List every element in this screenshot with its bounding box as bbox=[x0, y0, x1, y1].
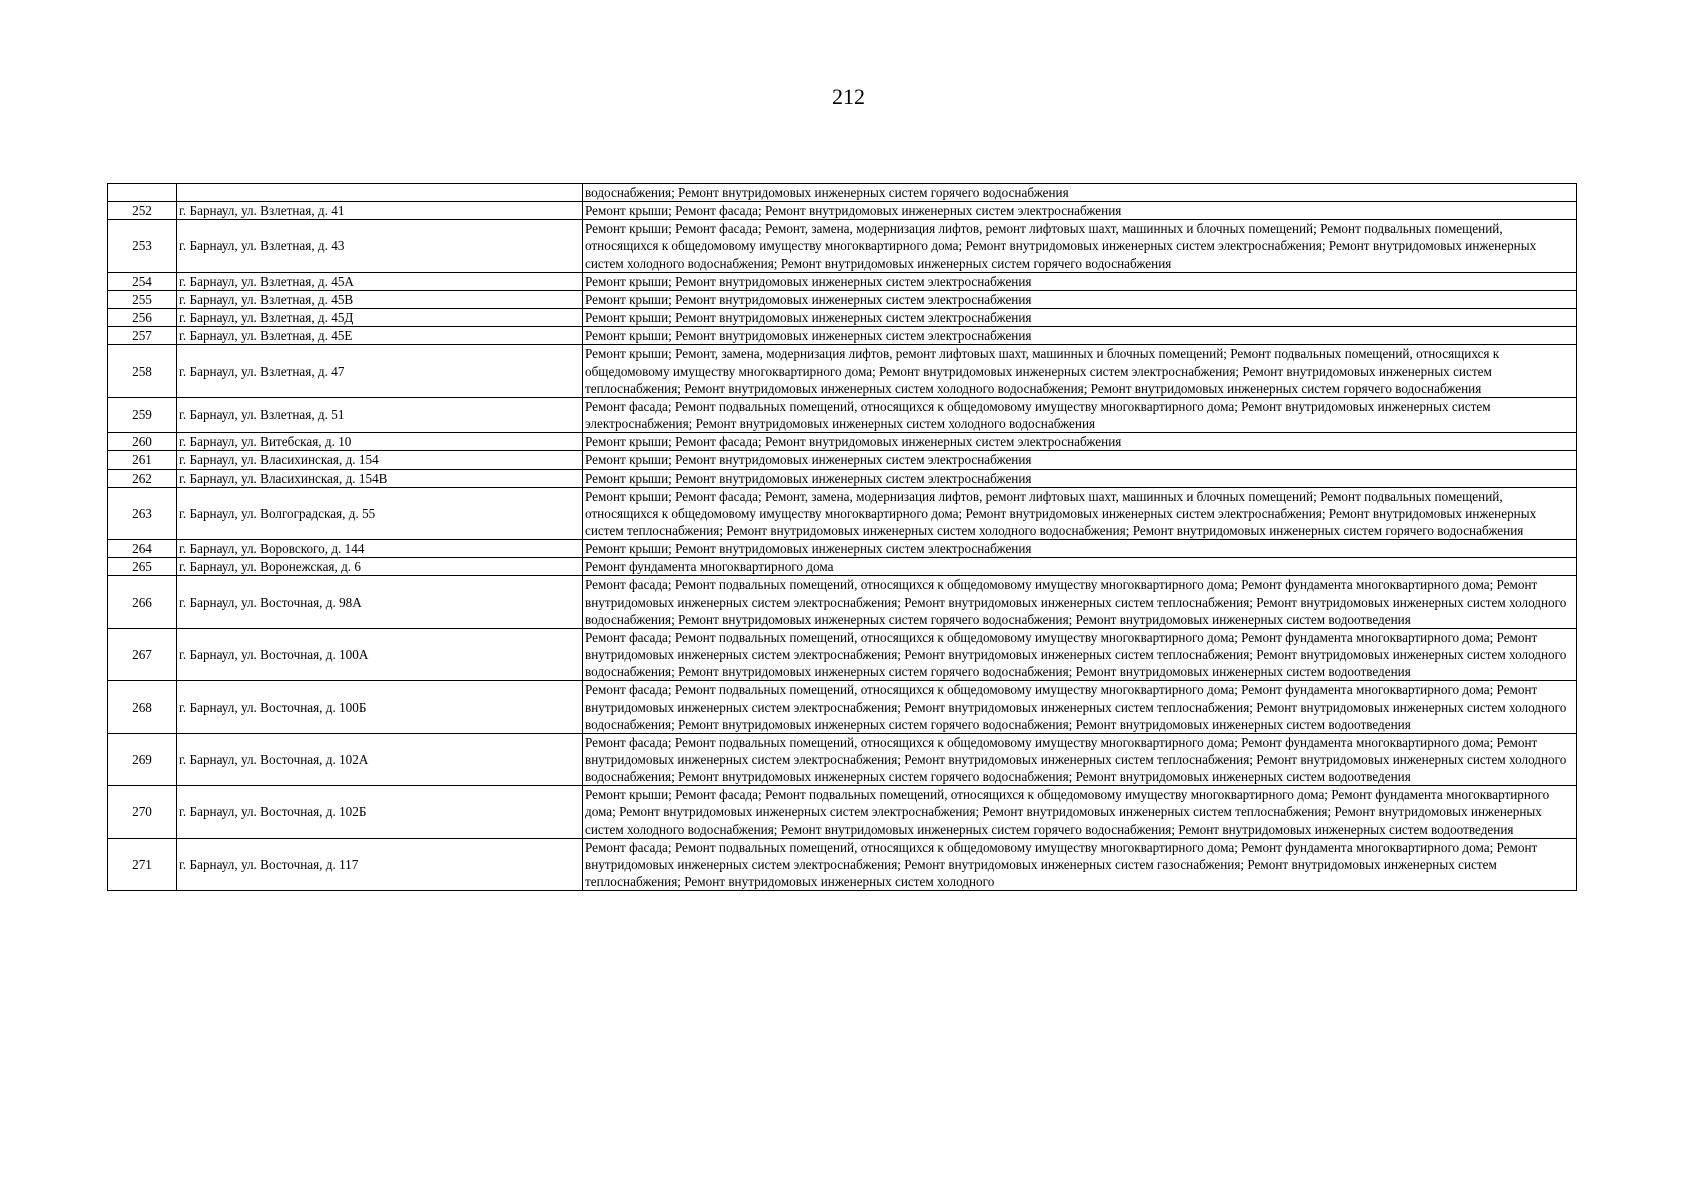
table-row bbox=[108, 451, 1577, 469]
table-row bbox=[108, 681, 1577, 733]
address-cell: г. Барнаул, ул. Взлетная, д. 41 bbox=[177, 202, 583, 220]
works-cell: Ремонт фасада; Ремонт подвальных помещений, относящихся к общедомовому имуществу многоквартирного дома; Ремонт фундамента многоквартирного дома; Ремонт внутридомовых инженерных систем электроснабжения; Ремонт внутридомовых инженерных систем теплоснабжения; Ремонт внутридомовых инженерных систем холодного водоснабжения; Ремонт внутридомовых инженерных систем горячего водоснабжения; Ремонт внутридомовых инженерных систем водоотведения bbox=[583, 628, 1577, 680]
address-cell: г. Барнаул, ул. Взлетная, д. 43 bbox=[177, 220, 583, 272]
address-cell bbox=[177, 184, 583, 202]
address-cell: г. Барнаул, ул. Власихинская, д. 154 bbox=[177, 451, 583, 469]
table-row bbox=[108, 272, 1577, 290]
works-cell: Ремонт крыши; Ремонт фасада; Ремонт внутридомовых инженерных систем электроснабжения bbox=[583, 202, 1577, 220]
works-cell: Ремонт крыши; Ремонт фасада; Ремонт, замена, модернизация лифтов, ремонт лифтовых шахт, машинных и блочных помещений; Ремонт подвальных помещений, относящихся к общедомовому имуществу многоквартирного дома; Ремонт внутридомовых инженерных систем электроснабжения; Ремонт внутридомовых инженерных систем теплоснабжения; Ремонт внутридомовых инженерных систем холодного водоснабжения; Ремонт внутридомовых инженерных систем горячего водоснабжения bbox=[583, 487, 1577, 539]
row-number-cell: 252 bbox=[108, 202, 177, 220]
works-cell: Ремонт крыши; Ремонт внутридомовых инженерных систем электроснабжения bbox=[583, 327, 1577, 345]
address-cell: г. Барнаул, ул. Воровского, д. 144 bbox=[177, 540, 583, 558]
table-row bbox=[108, 487, 1577, 539]
works-cell: Ремонт фундамента многоквартирного дома bbox=[583, 558, 1577, 576]
works-cell: Ремонт фасада; Ремонт подвальных помещений, относящихся к общедомовому имуществу многоквартирного дома; Ремонт фундамента многоквартирного дома; Ремонт внутридомовых инженерных систем электроснабжения; Ремонт внутридомовых инженерных систем теплоснабжения; Ремонт внутридомовых инженерных систем холодного водоснабжения; Ремонт внутридомовых инженерных систем горячего водоснабжения; Ремонт внутридомовых инженерных систем водоотведения bbox=[583, 733, 1577, 785]
works-cell: водоснабжения; Ремонт внутридомовых инженерных систем горячего водоснабжения bbox=[583, 184, 1577, 202]
address-cell: г. Барнаул, ул. Восточная, д. 100Б bbox=[177, 681, 583, 733]
row-number-cell: 266 bbox=[108, 576, 177, 628]
address-cell: г. Барнаул, ул. Взлетная, д. 45Е bbox=[177, 327, 583, 345]
address-cell: г. Барнаул, ул. Власихинская, д. 154В bbox=[177, 469, 583, 487]
row-number-cell: 264 bbox=[108, 540, 177, 558]
address-cell: г. Барнаул, ул. Восточная, д. 117 bbox=[177, 838, 583, 890]
address-cell: г. Барнаул, ул. Восточная, д. 98А bbox=[177, 576, 583, 628]
row-number-cell bbox=[108, 184, 177, 202]
works-cell: Ремонт крыши; Ремонт фасада; Ремонт внутридомовых инженерных систем электроснабжения bbox=[583, 433, 1577, 451]
address-cell: г. Барнаул, ул. Взлетная, д. 47 bbox=[177, 345, 583, 397]
table-row bbox=[108, 576, 1577, 628]
repair-works-table bbox=[107, 183, 1577, 891]
address-cell: г. Барнаул, ул. Восточная, д. 102Б bbox=[177, 786, 583, 838]
works-cell: Ремонт фасада; Ремонт подвальных помещений, относящихся к общедомовому имуществу многоквартирного дома; Ремонт внутридомовых инженерных систем электроснабжения; Ремонт внутридомовых инженерных систем холодного водоснабжения bbox=[583, 397, 1577, 432]
table-row bbox=[108, 838, 1577, 890]
row-number-cell: 258 bbox=[108, 345, 177, 397]
table-row bbox=[108, 786, 1577, 838]
row-number-cell: 254 bbox=[108, 272, 177, 290]
row-number-cell: 270 bbox=[108, 786, 177, 838]
address-cell: г. Барнаул, ул. Взлетная, д. 45А bbox=[177, 272, 583, 290]
works-cell: Ремонт крыши; Ремонт фасада; Ремонт, замена, модернизация лифтов, ремонт лифтовых шахт, машинных и блочных помещений; Ремонт подвальных помещений, относящихся к общедомовому имуществу многоквартирного дома; Ремонт внутридомовых инженерных систем электроснабжения; Ремонт внутридомовых инженерных систем холодного водоснабжения; Ремонт внутридомовых инженерных систем горячего водоснабжения bbox=[583, 220, 1577, 272]
works-cell: Ремонт крыши; Ремонт внутридомовых инженерных систем электроснабжения bbox=[583, 309, 1577, 327]
row-number-cell: 262 bbox=[108, 469, 177, 487]
table-row bbox=[108, 558, 1577, 576]
address-cell: г. Барнаул, ул. Волгоградская, д. 55 bbox=[177, 487, 583, 539]
row-number-cell: 271 bbox=[108, 838, 177, 890]
row-number-cell: 269 bbox=[108, 733, 177, 785]
table-row bbox=[108, 540, 1577, 558]
works-cell: Ремонт фасада; Ремонт подвальных помещений, относящихся к общедомовому имуществу многоквартирного дома; Ремонт фундамента многоквартирного дома; Ремонт внутридомовых инженерных систем электроснабжения; Ремонт внутридомовых инженерных систем теплоснабжения; Ремонт внутридомовых инженерных систем холодного водоснабжения; Ремонт внутридомовых инженерных систем горячего водоснабжения; Ремонт внутридомовых инженерных систем водоотведения bbox=[583, 576, 1577, 628]
table-row bbox=[108, 345, 1577, 397]
address-cell: г. Барнаул, ул. Воронежская, д. 6 bbox=[177, 558, 583, 576]
row-number-cell: 267 bbox=[108, 628, 177, 680]
continuation-row bbox=[108, 184, 1577, 202]
table-row bbox=[108, 290, 1577, 308]
address-cell: г. Барнаул, ул. Восточная, д. 102А bbox=[177, 733, 583, 785]
row-number-cell: 259 bbox=[108, 397, 177, 432]
row-number-cell: 260 bbox=[108, 433, 177, 451]
row-number-cell: 255 bbox=[108, 290, 177, 308]
table-row bbox=[108, 733, 1577, 785]
works-cell: Ремонт крыши; Ремонт внутридомовых инженерных систем электроснабжения bbox=[583, 272, 1577, 290]
table-row bbox=[108, 202, 1577, 220]
table-row bbox=[108, 309, 1577, 327]
table-body bbox=[108, 184, 1577, 891]
address-cell: г. Барнаул, ул. Взлетная, д. 45В bbox=[177, 290, 583, 308]
table-row bbox=[108, 628, 1577, 680]
address-cell: г. Барнаул, ул. Восточная, д. 100А bbox=[177, 628, 583, 680]
address-cell: г. Барнаул, ул. Взлетная, д. 45Д bbox=[177, 309, 583, 327]
row-number-cell: 253 bbox=[108, 220, 177, 272]
row-number-cell: 268 bbox=[108, 681, 177, 733]
works-cell: Ремонт крыши; Ремонт внутридомовых инженерных систем электроснабжения bbox=[583, 540, 1577, 558]
address-cell: г. Барнаул, ул. Витебская, д. 10 bbox=[177, 433, 583, 451]
works-cell: Ремонт фасада; Ремонт подвальных помещений, относящихся к общедомовому имуществу многоквартирного дома; Ремонт фундамента многоквартирного дома; Ремонт внутридомовых инженерных систем электроснабжения; Ремонт внутридомовых инженерных систем теплоснабжения; Ремонт внутридомовых инженерных систем холодного водоснабжения; Ремонт внутридомовых инженерных систем горячего водоснабжения; Ремонт внутридомовых инженерных систем водоотведения bbox=[583, 681, 1577, 733]
row-number-cell: 257 bbox=[108, 327, 177, 345]
table-row bbox=[108, 327, 1577, 345]
table-row bbox=[108, 469, 1577, 487]
row-number-cell: 265 bbox=[108, 558, 177, 576]
page-number: 212 bbox=[832, 84, 865, 109]
works-cell: Ремонт крыши; Ремонт внутридомовых инженерных систем электроснабжения bbox=[583, 469, 1577, 487]
works-cell: Ремонт крыши; Ремонт, замена, модернизация лифтов, ремонт лифтовых шахт, машинных и блочных помещений; Ремонт подвальных помещений, относящихся к общедомовому имуществу многоквартирного дома; Ремонт внутридомовых инженерных систем электроснабжения; Ремонт внутридомовых инженерных систем теплоснабжения; Ремонт внутридомовых инженерных систем холодного водоснабжения; Ремонт внутридомовых инженерных систем горячего водоснабжения bbox=[583, 345, 1577, 397]
works-cell: Ремонт фасада; Ремонт подвальных помещений, относящихся к общедомовому имуществу многоквартирного дома; Ремонт фундамента многоквартирного дома; Ремонт внутридомовых инженерных систем электроснабжения; Ремонт внутридомовых инженерных систем газоснабжения; Ремонт внутридомовых инженерных систем теплоснабжения; Ремонт внутридомовых инженерных систем холодного bbox=[583, 838, 1577, 890]
works-cell: Ремонт крыши; Ремонт внутридомовых инженерных систем электроснабжения bbox=[583, 290, 1577, 308]
row-number-cell: 263 bbox=[108, 487, 177, 539]
table-row bbox=[108, 397, 1577, 432]
works-cell: Ремонт крыши; Ремонт фасада; Ремонт подвальных помещений, относящихся к общедомовому имуществу многоквартирного дома; Ремонт фундамента многоквартирного дома; Ремонт внутридомовых инженерных систем электроснабжения; Ремонт внутридомовых инженерных систем теплоснабжения; Ремонт внутридомовых инженерных систем холодного водоснабжения; Ремонт внутридомовых инженерных систем горячего водоснабжения; Ремонт внутридомовых инженерных систем водоотведения bbox=[583, 786, 1577, 838]
table-row bbox=[108, 220, 1577, 272]
works-cell: Ремонт крыши; Ремонт внутридомовых инженерных систем электроснабжения bbox=[583, 451, 1577, 469]
row-number-cell: 256 bbox=[108, 309, 177, 327]
address-cell: г. Барнаул, ул. Взлетная, д. 51 bbox=[177, 397, 583, 432]
table-row bbox=[108, 433, 1577, 451]
row-number-cell: 261 bbox=[108, 451, 177, 469]
